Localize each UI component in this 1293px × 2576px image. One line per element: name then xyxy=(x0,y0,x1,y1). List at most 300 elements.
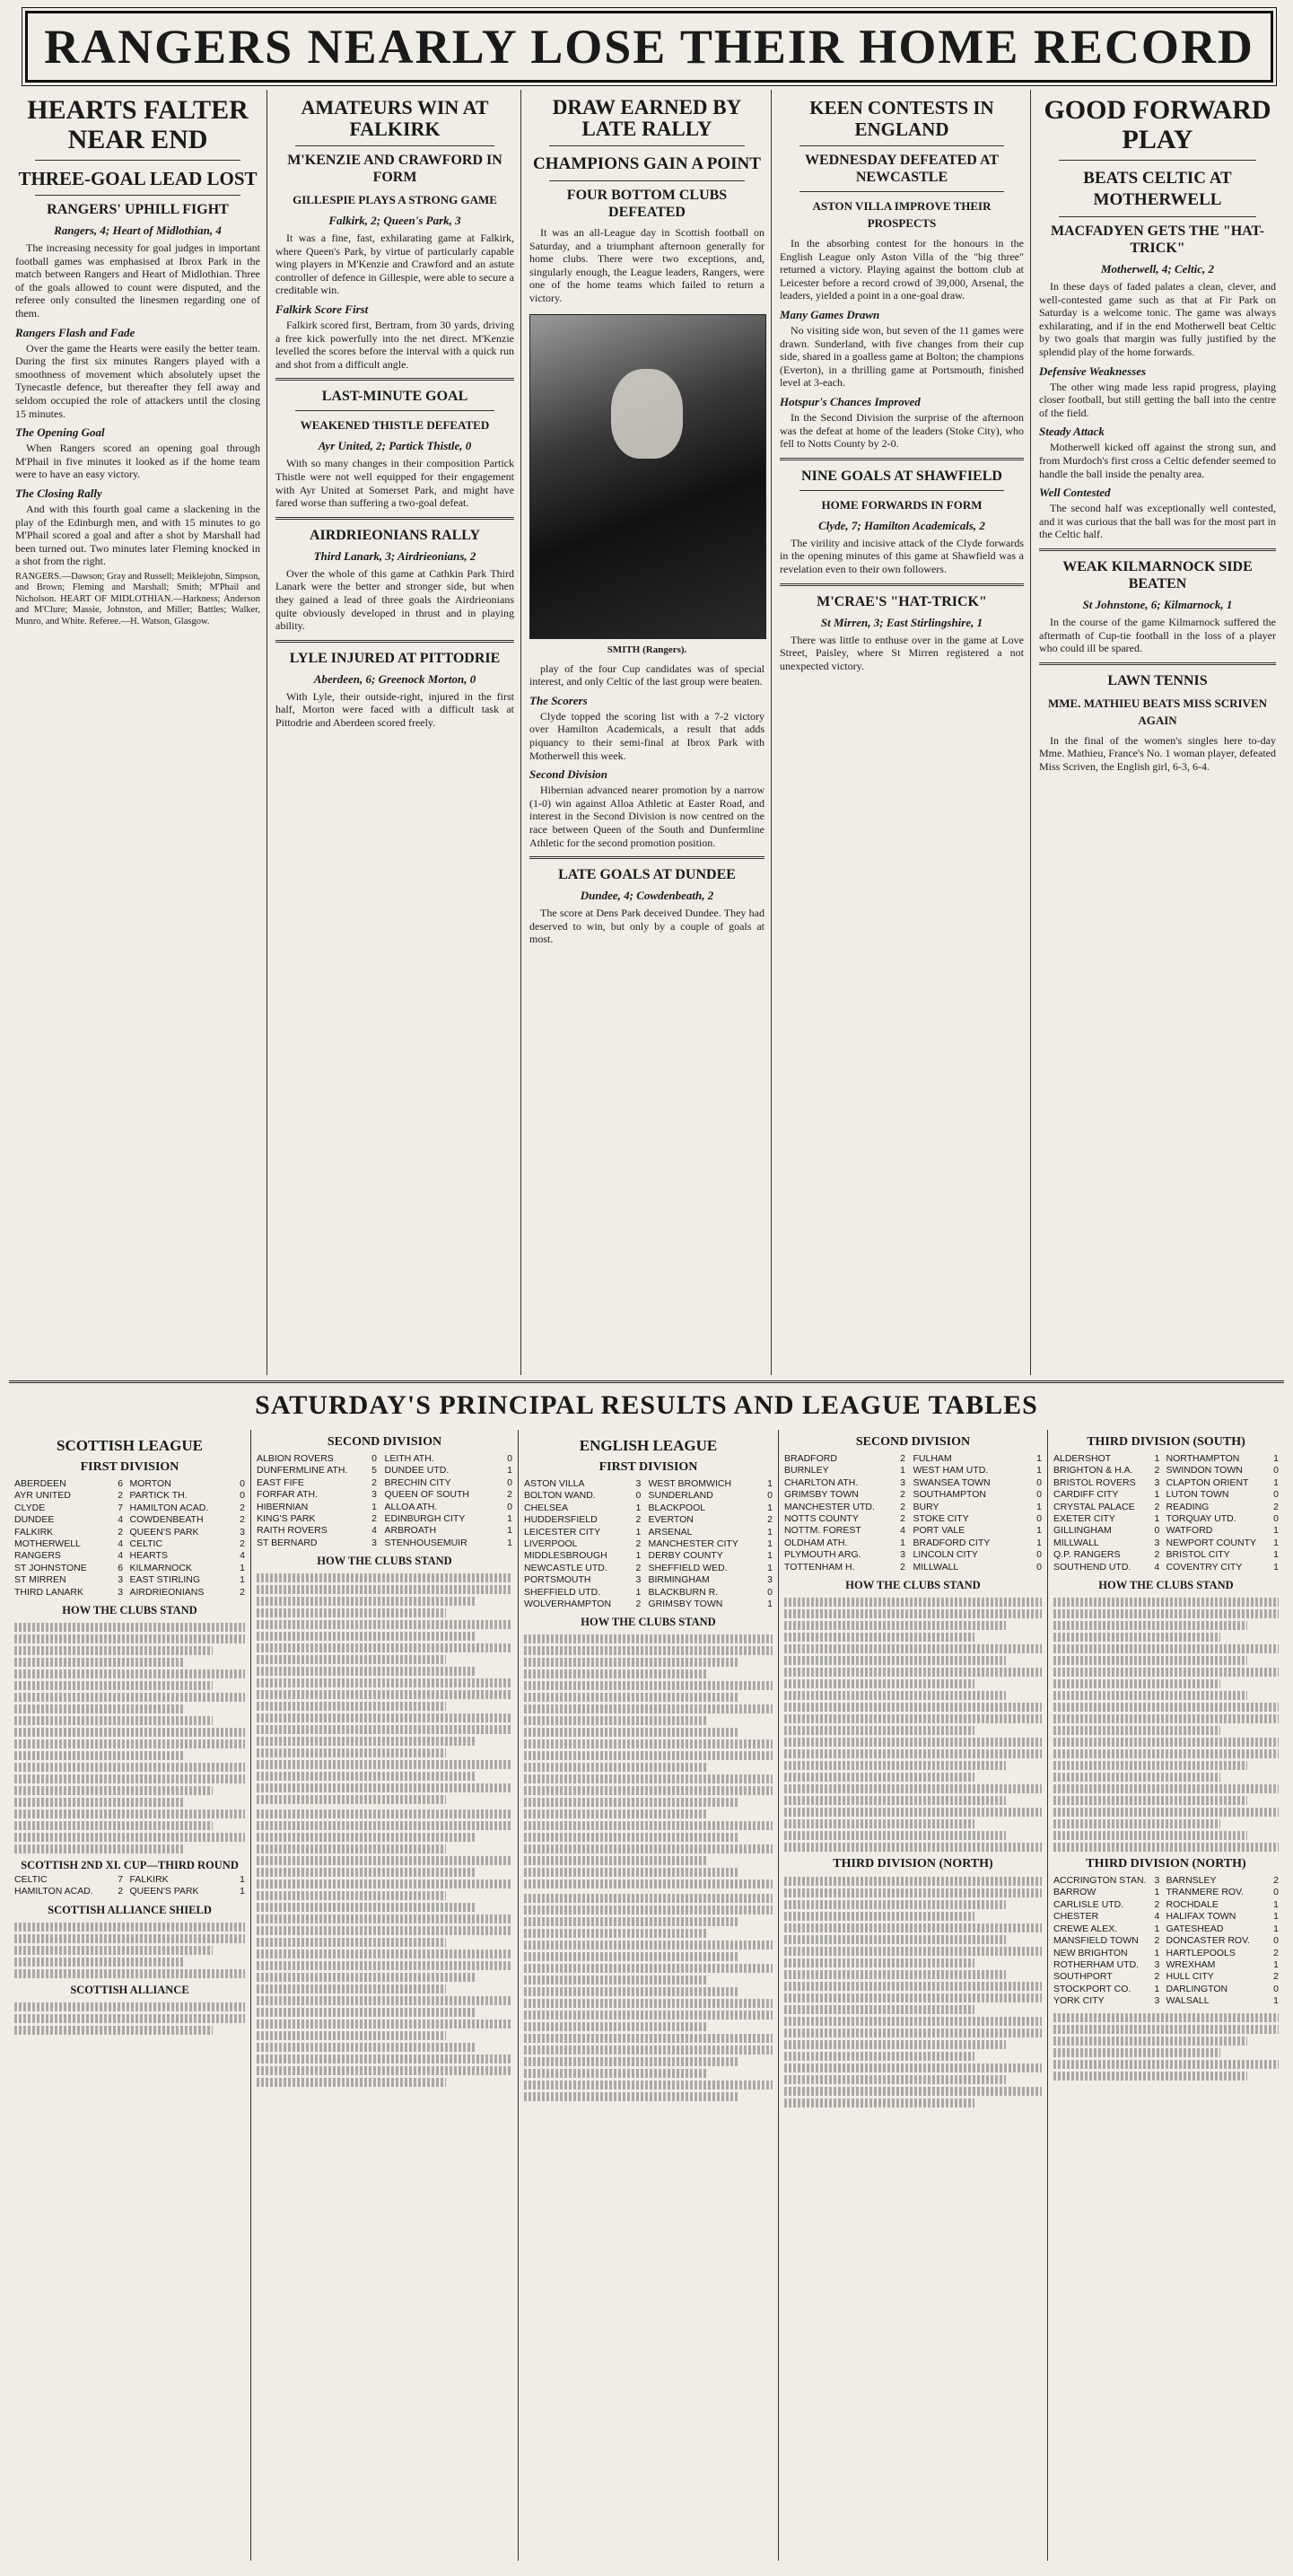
small-print-line xyxy=(257,2031,446,2040)
small-print-line xyxy=(257,1585,512,1594)
home-score: 4 xyxy=(118,1550,124,1562)
away-team: TORQUAY UTD. xyxy=(1166,1513,1236,1525)
home-score: 2 xyxy=(1154,1501,1160,1512)
small-print-line xyxy=(14,1658,185,1667)
away-score: 0 xyxy=(1273,1935,1279,1947)
away-score: 1 xyxy=(767,1478,773,1489)
away-score: 1 xyxy=(507,1537,512,1548)
away-team: ROCHDALE xyxy=(1166,1898,1219,1910)
home-score: 3 xyxy=(1154,1958,1160,1970)
small-print-line xyxy=(257,1783,512,1792)
paragraph: In the final of the women's singles here to-day Mme. Mathieu, France's No. 1 woman player, defeated Miss Scriven, the English girl, 6-3, 6-4. xyxy=(1039,733,1276,773)
small-print-line xyxy=(14,1728,245,1737)
small-print-line xyxy=(524,1751,773,1760)
away-score: 1 xyxy=(240,1574,245,1586)
small-print-line xyxy=(784,1773,974,1782)
small-print-line xyxy=(14,1751,185,1760)
small-print-line xyxy=(1053,1691,1247,1700)
result-row xyxy=(14,1527,245,1538)
away-score: 1 xyxy=(1036,1453,1042,1464)
home-score: 5 xyxy=(371,1465,377,1476)
small-print-line xyxy=(524,1941,773,1950)
small-print-line xyxy=(524,1999,773,2008)
result-row xyxy=(784,1549,1042,1561)
small-print-line xyxy=(524,1774,773,1783)
small-print-line xyxy=(257,2055,512,2063)
away-score: 2 xyxy=(1273,1501,1279,1512)
league-title: ENGLISH LEAGUE xyxy=(579,1437,718,1454)
result-row xyxy=(1053,1562,1279,1573)
home-team: HUDDERSFIELD xyxy=(524,1514,598,1526)
result-row xyxy=(784,1525,1042,1537)
small-print-line xyxy=(14,1844,185,1853)
results-list xyxy=(14,1478,245,1599)
away-team: DUNDEE UTD. xyxy=(384,1465,450,1476)
away-team: DERBY COUNTY xyxy=(648,1550,723,1562)
table-heading: HOW THE CLUBS STAND xyxy=(1098,1579,1234,1592)
home-team: CELTIC xyxy=(14,1874,48,1886)
away-team: BRADFORD CITY xyxy=(913,1537,991,1548)
small-print-line xyxy=(1053,1598,1279,1607)
small-print-line xyxy=(784,1761,1006,1770)
match-score: St Mirren, 3; East Stirlingshire, 1 xyxy=(820,615,983,629)
away-score: 1 xyxy=(1273,1898,1279,1910)
home-team: CARDIFF CITY xyxy=(1053,1489,1119,1501)
small-print-line xyxy=(524,1693,738,1702)
column-league-roundup xyxy=(523,90,772,1375)
home-team: MIDDLESBROUGH xyxy=(524,1550,607,1562)
away-team: SOUTHAMPTON xyxy=(913,1489,986,1501)
home-score: 2 xyxy=(635,1562,642,1573)
away-score: 1 xyxy=(1036,1537,1042,1548)
result-row xyxy=(1053,1948,1279,1959)
away-team: NEWPORT COUNTY xyxy=(1166,1537,1257,1548)
result-row xyxy=(524,1599,773,1610)
home-team: BURNLEY xyxy=(784,1465,829,1476)
home-team: NEW BRIGHTON xyxy=(1053,1947,1128,1958)
subheadline: WEAKENED THISTLE DEFEATED xyxy=(300,418,490,433)
small-print-line xyxy=(524,1964,773,1973)
paragraph: In the Second Division the surprise of the afternoon was the defeat at home of the leaders (Stoke City), who fell to Notts County by 2-0. xyxy=(780,410,1024,451)
shield-results xyxy=(14,1923,245,1978)
results-title: SATURDAY'S PRINCIPAL RESULTS AND LEAGUE TABLES xyxy=(255,1390,1038,1420)
match-score: Clyde, 7; Hamilton Academicals, 2 xyxy=(818,518,985,532)
home-team: PLYMOUTH ARG. xyxy=(784,1549,861,1561)
results-list xyxy=(257,1453,512,1549)
crosshead: Defensive Weaknesses xyxy=(1039,364,1147,378)
league-table xyxy=(14,1623,245,1853)
small-print-line xyxy=(1053,1808,1279,1817)
small-print-line xyxy=(784,1703,1042,1712)
paragraph: There was little to enthuse over in the game at Love Street, Paisley, where St Mirren registered a not unexpected victory. xyxy=(780,633,1024,672)
away-score: 1 xyxy=(507,1525,512,1537)
home-score: 2 xyxy=(1154,1935,1160,1947)
small-print-line xyxy=(784,1831,1006,1840)
paragraph: In the course of the game Kilmarnock suffered the aftermath of Cup-tie football in the loss of a player who could ill be spared. xyxy=(1039,615,1276,655)
away-team: BLACKPOOL xyxy=(648,1502,706,1513)
away-score: 1 xyxy=(1036,1465,1042,1476)
home-team: BRADFORD xyxy=(784,1453,837,1464)
home-score: 1 xyxy=(371,1501,377,1512)
away-team: ARSENAL xyxy=(648,1526,693,1538)
away-score: 1 xyxy=(240,1874,245,1886)
away-score: 2 xyxy=(507,1489,512,1501)
away-score: 0 xyxy=(1036,1513,1042,1525)
small-print-line xyxy=(14,1681,213,1690)
small-print-line xyxy=(257,1655,446,1664)
away-score: 4 xyxy=(240,1550,245,1562)
divider xyxy=(295,410,494,411)
result-row xyxy=(784,1477,1042,1489)
result-row xyxy=(1053,1538,1279,1549)
small-print-line xyxy=(784,1784,1042,1793)
result-row xyxy=(257,1538,512,1549)
small-print-line xyxy=(1053,1773,1220,1782)
result-row xyxy=(1053,1923,1279,1935)
small-print-line xyxy=(257,1772,476,1781)
small-print-line xyxy=(784,1796,1006,1805)
small-print-line xyxy=(1053,1714,1279,1723)
away-team: FULHAM xyxy=(913,1453,952,1464)
small-print-line xyxy=(257,1643,512,1652)
away-score: 1 xyxy=(1273,1911,1279,1923)
away-team: BRISTOL CITY xyxy=(1166,1549,1230,1561)
small-print-line xyxy=(524,1894,773,1903)
small-print-line xyxy=(257,1950,512,1958)
result-row xyxy=(524,1574,773,1586)
paragraph: Falkirk scored first, Bertram, from 30 yards, driving a free kick powerfully into the net direct. M'Kenzie levelled the scores before the interval with a quick run and shot from a difficult angle. xyxy=(275,318,514,371)
away-team: STENHOUSEMUIR xyxy=(384,1537,467,1548)
home-score: 3 xyxy=(118,1586,124,1598)
away-team: NORTHAMPTON xyxy=(1166,1453,1240,1464)
divider xyxy=(799,145,1004,146)
small-print-line xyxy=(524,1646,773,1655)
away-score: 1 xyxy=(1273,1549,1279,1561)
small-print-line xyxy=(257,1961,512,1970)
small-print-line xyxy=(784,2005,974,2014)
home-team: Q.P. RANGERS xyxy=(1053,1549,1121,1561)
small-print-line xyxy=(784,2017,1042,2026)
small-print-line xyxy=(14,1934,245,1943)
newspaper-page xyxy=(9,7,1284,2569)
small-print-line xyxy=(784,2052,974,2061)
match-score: Dundee, 4; Cowdenbeath, 2 xyxy=(580,889,714,903)
small-print-line xyxy=(784,1947,1042,1956)
small-print-line xyxy=(14,1958,185,1967)
small-print-line xyxy=(257,2020,512,2028)
small-print-line xyxy=(524,1929,708,1938)
small-print-line xyxy=(524,1669,708,1678)
result-row xyxy=(1053,1465,1279,1476)
team-lineups: RANGERS.—Dawson; Gray and Russell; Meiklejohn, Simpson, and Brown; Fleming and Marshall; Smith; M'Phail and Nicholson. HEART OF MIDLOTHIAN.—Harkness; Anderson and M'Clure; Massie, Johnston, and Miller; Battles; Walker, Munro, and White. Referee.—H. Watson, Glasgow. xyxy=(15,571,260,626)
headline: AMATEURS WIN AT FALKIRK xyxy=(301,96,489,140)
result-row xyxy=(1053,1899,1279,1911)
small-print-line xyxy=(257,1833,476,1842)
small-print-line xyxy=(784,1808,1042,1817)
away-team: HAMILTON ACAD. xyxy=(129,1502,209,1513)
headline: LATE GOALS AT DUNDEE xyxy=(558,867,736,883)
small-print-line xyxy=(257,1713,512,1722)
away-team: DONCASTER ROV. xyxy=(1166,1935,1251,1947)
home-team: CHELSEA xyxy=(524,1502,569,1513)
away-score: 2 xyxy=(1273,1971,1279,1983)
results-list xyxy=(784,1453,1042,1573)
away-team: READING xyxy=(1166,1501,1210,1512)
away-team: WALSALL xyxy=(1166,1995,1210,2007)
home-score: 1 xyxy=(900,1465,905,1476)
home-team: MILLWALL xyxy=(1053,1537,1099,1548)
small-print-line xyxy=(257,1620,512,1629)
home-team: THIRD LANARK xyxy=(14,1586,84,1598)
away-team: PORT VALE xyxy=(913,1525,965,1537)
small-print-line xyxy=(784,1633,974,1642)
small-print-line xyxy=(784,1621,1006,1630)
small-print-line xyxy=(14,1739,245,1748)
away-team: DARLINGTON xyxy=(1166,1983,1228,1994)
divider xyxy=(799,490,1004,491)
small-print-line xyxy=(784,1923,1042,1932)
result-row xyxy=(257,1513,512,1525)
result-row xyxy=(14,1874,245,1886)
result-row xyxy=(14,1478,245,1490)
scottish-second-column xyxy=(251,1430,519,2561)
small-print-line xyxy=(524,1681,773,1690)
away-score: 0 xyxy=(767,1586,773,1598)
english-second-column xyxy=(779,1430,1048,2561)
divider xyxy=(1039,548,1276,551)
result-row xyxy=(14,1563,245,1574)
league-title: SCOTTISH LEAGUE xyxy=(57,1437,203,1454)
home-team: BRIGHTON & H.A. xyxy=(1053,1465,1133,1476)
home-team: CLYDE xyxy=(14,1502,46,1513)
result-row xyxy=(14,1538,245,1550)
away-score: 1 xyxy=(1036,1501,1042,1512)
result-row xyxy=(784,1465,1042,1476)
result-row xyxy=(14,1514,245,1526)
home-score: 1 xyxy=(1154,1887,1160,1898)
small-print-line xyxy=(524,1716,708,1725)
home-team: ACCRINGTON STAN. xyxy=(1053,1875,1147,1887)
scottish-league-column xyxy=(9,1430,251,2561)
small-print-line xyxy=(1053,1738,1279,1747)
photo-caption: SMITH (Rangers). xyxy=(607,644,687,655)
small-print-line xyxy=(784,2063,1042,2072)
small-print-line xyxy=(14,1833,245,1842)
result-row xyxy=(1053,1525,1279,1537)
home-score: 2 xyxy=(635,1514,642,1526)
result-row xyxy=(524,1478,773,1490)
small-print-line xyxy=(257,1973,476,1982)
small-print-line xyxy=(257,1879,512,1888)
small-print-line xyxy=(257,2066,512,2075)
small-print-line xyxy=(257,1597,476,1606)
home-score: 2 xyxy=(900,1453,905,1464)
home-team: HAMILTON ACAD. xyxy=(14,1886,93,1897)
small-print-line xyxy=(784,1644,1042,1653)
home-team: SOUTHEND UTD. xyxy=(1053,1561,1131,1573)
division-title: THIRD DIVISION (SOUTH) xyxy=(1087,1435,1245,1449)
home-score: 2 xyxy=(371,1513,377,1525)
home-score: 4 xyxy=(900,1525,905,1537)
small-print-line xyxy=(784,1877,1042,1886)
headline: DRAW EARNED BY LATE RALLY xyxy=(552,96,742,140)
league-table xyxy=(1053,1598,1279,1852)
home-team: KING'S PARK xyxy=(257,1513,316,1525)
match-score: Rangers, 4; Heart of Midlothian, 4 xyxy=(54,223,222,237)
home-score: 2 xyxy=(900,1561,905,1573)
home-team: LEICESTER CITY xyxy=(524,1526,601,1538)
away-team: BIRMINGHAM xyxy=(648,1574,710,1586)
away-team: LINCOLN CITY xyxy=(913,1549,978,1561)
small-print-line xyxy=(524,1856,708,1865)
minor-results xyxy=(524,1894,773,2101)
small-print-line xyxy=(1053,1656,1247,1665)
small-print-line xyxy=(1053,1621,1247,1630)
away-team: HULL CITY xyxy=(1166,1971,1214,1983)
small-print-line xyxy=(257,1748,446,1757)
away-team: MORTON xyxy=(129,1478,171,1489)
result-row xyxy=(14,1574,245,1586)
home-score: 1 xyxy=(1154,1513,1160,1525)
home-score: 2 xyxy=(900,1489,905,1501)
subheadline: WEDNESDAY DEFEATED AT NEWCASTLE xyxy=(804,153,1000,185)
away-score: 1 xyxy=(1273,1923,1279,1934)
paragraph: Over the whole of this game at Cathkin Park Third Lanark were the better and stronger side, but when they gained a lead of three goals the Airdrieonians quite obviously developed in thrust and in playing ability. xyxy=(275,566,514,633)
home-score: 3 xyxy=(635,1478,642,1489)
minor-results xyxy=(257,1809,512,2087)
crosshead: Falkirk Score First xyxy=(275,302,369,316)
small-print-line xyxy=(784,2040,1006,2049)
paragraph: play of the four Cup candidates was of special interest, and only Celtic of the last group were beaten. xyxy=(529,662,764,688)
home-team: CREWE ALEX. xyxy=(1053,1923,1118,1934)
home-score: 3 xyxy=(371,1537,377,1548)
result-row xyxy=(14,1503,245,1514)
small-print-line xyxy=(257,2078,446,2087)
home-score: 1 xyxy=(1154,1923,1160,1934)
crosshead: Second Division xyxy=(529,767,608,782)
paragraph: With so many changes in their composition Partick Thistle were not well equipped for their engagement with Ayr United at Somerset Park, and might have fared worse than suffering a two-goal defeat. xyxy=(275,457,514,510)
home-score: 2 xyxy=(118,1526,124,1538)
small-print-line xyxy=(524,1917,738,1926)
home-team: NEWCASTLE UTD. xyxy=(524,1562,607,1573)
small-print-line xyxy=(14,1669,245,1678)
headline: LAWN TENNIS xyxy=(1107,672,1208,688)
small-print-line xyxy=(1053,1843,1279,1852)
small-print-line xyxy=(524,2081,773,2090)
crosshead: Steady Attack xyxy=(1039,425,1105,439)
divider xyxy=(799,191,1004,192)
small-print-line xyxy=(524,2069,708,2078)
small-print-line xyxy=(257,1667,476,1676)
divider xyxy=(1039,662,1276,665)
away-team: ARBROATH xyxy=(384,1525,437,1537)
home-score: 2 xyxy=(118,1886,124,1897)
away-score: 0 xyxy=(1036,1561,1042,1573)
away-team: ALLOA ATH. xyxy=(384,1501,438,1512)
small-print-line xyxy=(1053,2060,1279,2069)
away-score: 0 xyxy=(1036,1549,1042,1561)
away-score: 1 xyxy=(507,1513,512,1525)
small-print-line xyxy=(257,2043,476,2052)
headline: GOOD FORWARD PLAY xyxy=(1044,95,1271,154)
home-team: RANGERS xyxy=(14,1550,61,1562)
paragraph: Hibernian advanced nearer promotion by a narrow (1-0) win against Alloa Athletic at Easter Road, and interest in the Second Division is now centred on the race between Queen of the South and Dunfermline Athletic for the second promotion position. xyxy=(529,784,764,849)
small-print-line xyxy=(524,1786,773,1795)
small-print-line xyxy=(14,1634,245,1643)
small-print-line xyxy=(524,1728,738,1737)
divider xyxy=(549,180,745,181)
headline: NINE GOALS AT SHAWFIELD xyxy=(801,468,1002,484)
small-print-line xyxy=(784,1598,1042,1607)
result-row xyxy=(1053,1911,1279,1923)
small-print-line xyxy=(784,1958,974,1967)
divider xyxy=(295,145,494,146)
result-row xyxy=(257,1489,512,1501)
small-print-line xyxy=(14,1693,245,1702)
away-score: 3 xyxy=(767,1574,773,1586)
small-print-line xyxy=(784,1935,1006,1944)
table-heading: HOW THE CLUBS STAND xyxy=(581,1616,716,1629)
small-print-line xyxy=(784,2098,974,2107)
home-score: 2 xyxy=(635,1538,642,1550)
home-score: 3 xyxy=(635,1574,642,1586)
away-team: WEST BROMWICH xyxy=(648,1478,732,1489)
home-team: EXETER CITY xyxy=(1053,1513,1115,1525)
match-score: Ayr United, 2; Partick Thistle, 0 xyxy=(318,439,472,453)
away-score: 2 xyxy=(240,1514,245,1526)
home-score: 4 xyxy=(1154,1561,1160,1573)
small-print-line xyxy=(14,1786,213,1795)
away-team: PARTICK TH. xyxy=(129,1490,188,1502)
headline: KEEN CONTESTS IN ENGLAND xyxy=(809,97,994,140)
small-print-line xyxy=(14,1809,245,1818)
result-row xyxy=(1053,1513,1279,1525)
away-team: COWDENBEATH xyxy=(129,1514,204,1526)
subheadline: BEATS CELTIC AT MOTHERWELL xyxy=(1083,169,1232,209)
away-team: SHEFFIELD WED. xyxy=(648,1562,728,1573)
small-print-line xyxy=(524,1704,773,1713)
result-row xyxy=(524,1527,773,1538)
home-team: ST MIRREN xyxy=(14,1574,66,1586)
column-motherwell-celtic xyxy=(1033,90,1282,1375)
deck: RANGERS' UPHILL FIGHT xyxy=(47,202,229,217)
deck: FOUR BOTTOM CLUBS DEFEATED xyxy=(566,188,728,220)
crosshead: The Closing Rally xyxy=(15,486,102,500)
result-row xyxy=(1053,1453,1279,1465)
small-print-line xyxy=(784,1982,1042,1991)
small-print-line xyxy=(524,2092,738,2101)
paragraph: The other wing made less rapid progress, playing closer football, but still getting the ball into the centre of the field. xyxy=(1039,380,1276,419)
small-print-line xyxy=(524,1844,773,1853)
home-team: OLDHAM ATH. xyxy=(784,1537,848,1548)
result-row xyxy=(14,1490,245,1502)
small-print-line xyxy=(524,1658,738,1667)
home-score: 1 xyxy=(635,1526,642,1538)
headline: HEARTS FALTER NEAR END xyxy=(27,95,249,154)
home-team: PORTSMOUTH xyxy=(524,1574,591,1586)
divider xyxy=(529,856,764,859)
away-team: GATESHEAD xyxy=(1166,1923,1224,1934)
away-team: BRECHIN CITY xyxy=(384,1476,451,1488)
small-print-line xyxy=(14,2014,245,2023)
result-row xyxy=(1053,1995,1279,2007)
deck: GILLESPIE PLAYS A STRONG GAME xyxy=(293,193,497,206)
away-score: 2 xyxy=(767,1514,773,1526)
league-table xyxy=(784,1598,1042,1852)
results-tables xyxy=(9,1430,1284,2561)
small-print-line xyxy=(257,1795,446,1804)
small-print-line xyxy=(1053,1831,1247,1840)
